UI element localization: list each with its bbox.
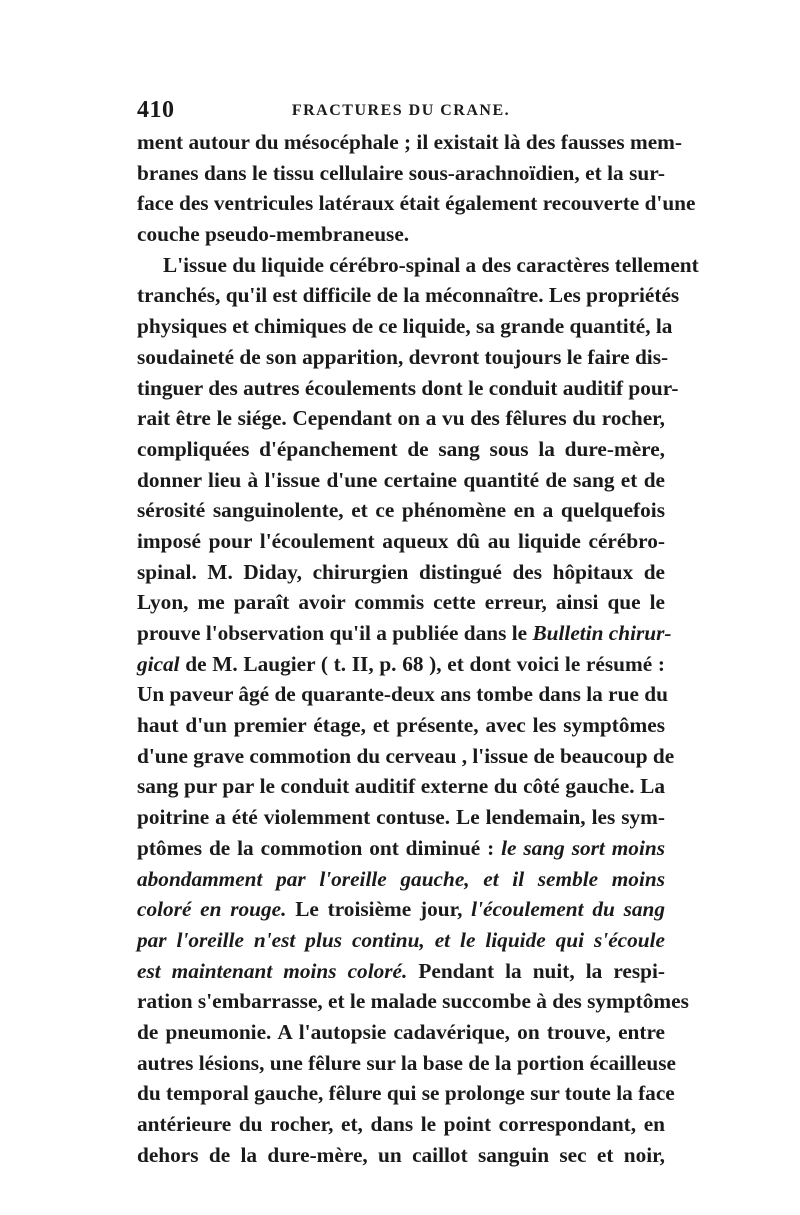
- text-line: coloré en rouge. Le troisième jour, l'écoulement du sang: [137, 897, 666, 922]
- text-line: gical de M. Laugier ( t. II, p. 68 ), et dont voici le résumé :: [137, 651, 665, 676]
- text-line: donner lieu à l'issue d'une certaine quantité de sang et de: [137, 467, 665, 492]
- text-line: ptômes de la commotion ont diminué : le sang sort moins: [137, 835, 665, 860]
- text-line: branes dans le tissu cellulaire sous-arachnoïdien, et la sur-: [137, 160, 665, 185]
- italic-text: Bulletin chirur-: [532, 621, 672, 645]
- italic-text: coloré en rouge.: [137, 897, 287, 922]
- text-line: prouve l'observation qu'il a publiée dans le Bulletin chirur-: [137, 621, 672, 645]
- text-line: compliquées d'épanchement de sang sous la dure-mère,: [137, 436, 665, 461]
- text-line: sang pur par le conduit auditif externe du côté gauche. La: [137, 774, 665, 799]
- text-line: tranchés, qu'il est difficile de la méconnaître. Les propriétés: [137, 283, 680, 308]
- text-line: d'une grave commotion du cerveau , l'issue de beaucoup de: [137, 743, 675, 768]
- text-line: imposé pour l'écoulement aqueux dû au liquide cérébro-: [137, 528, 665, 553]
- paragraph-first-line: L'issue du liquide cérébro-spinal a des caractères tellement: [163, 252, 699, 277]
- text-line: couche pseudo-membraneuse.: [137, 222, 410, 247]
- text-line: dehors de la dure-mère, un caillot sanguin sec et noir,: [137, 1142, 665, 1167]
- italic-text-line: par l'oreille n'est plus continu, et le liquide qui s'écoule: [137, 927, 665, 952]
- text-line: spinal. M. Diday, chirurgien distingué des hôpitaux de: [137, 559, 665, 584]
- page-header: [137, 97, 665, 123]
- text-line: face des ventricules latéraux était également recouverte d'une: [137, 191, 696, 216]
- running-title: FRACTURES DU CRANE.: [291, 102, 511, 119]
- text-line: ment autour du mésocéphale ; il existait là des fausses mem-: [137, 130, 683, 154]
- text-line: tinguer des autres écoulements dont le conduit auditif pour-: [137, 375, 679, 400]
- text-line: haut d'un premier étage, et présente, avec les symptômes: [137, 713, 665, 738]
- italic-text: le sang sort moins: [501, 835, 665, 860]
- text-line: sérosité sanguinolente, et ce phénomène en a quelquefois: [137, 498, 665, 523]
- italic-text: l'écoulement du sang: [471, 897, 666, 922]
- text-line: Un paveur âgé de quarante-deux ans tombe dans la rue du: [137, 682, 668, 707]
- italic-text-line: abondamment par l'oreille gauche, et il semble moins: [137, 866, 665, 891]
- text-line: poitrine a été violemment contuse. Le lendemain, les sym-: [137, 805, 665, 830]
- text-line: Lyon, me paraît avoir commis cette erreur, ainsi que le: [137, 590, 665, 615]
- text-line: soudaineté de son apparition, devront toujours le faire dis-: [137, 344, 669, 369]
- text-line: antérieure du rocher, et, dans le point correspondant, en: [137, 1112, 665, 1136]
- body-text: [137, 127, 699, 1170]
- text-line: ration s'embarrasse, et le malade succombe à des symptômes: [137, 989, 689, 1014]
- text-line: de pneumonie. A l'autopsie cadavérique, on trouve, entre: [137, 1019, 665, 1044]
- text-line: autres lésions, une fêlure sur la base de la portion écailleuse: [137, 1050, 676, 1075]
- italic-text: est maintenant moins coloré.: [137, 958, 408, 983]
- text-line: du temporal gauche, fêlure qui se prolonge sur toute la face: [137, 1081, 675, 1106]
- italic-text: gical: [137, 651, 180, 676]
- text-line: est maintenant moins coloré. Pendant la nuit, la respi-: [137, 958, 665, 983]
- text-line: physiques et chimiques de ce liquide, sa grande quantité, la: [137, 314, 673, 339]
- text-line: rait être le siége. Cependant on a vu des fêlures du rocher,: [137, 406, 665, 431]
- page-number: 410: [137, 97, 175, 123]
